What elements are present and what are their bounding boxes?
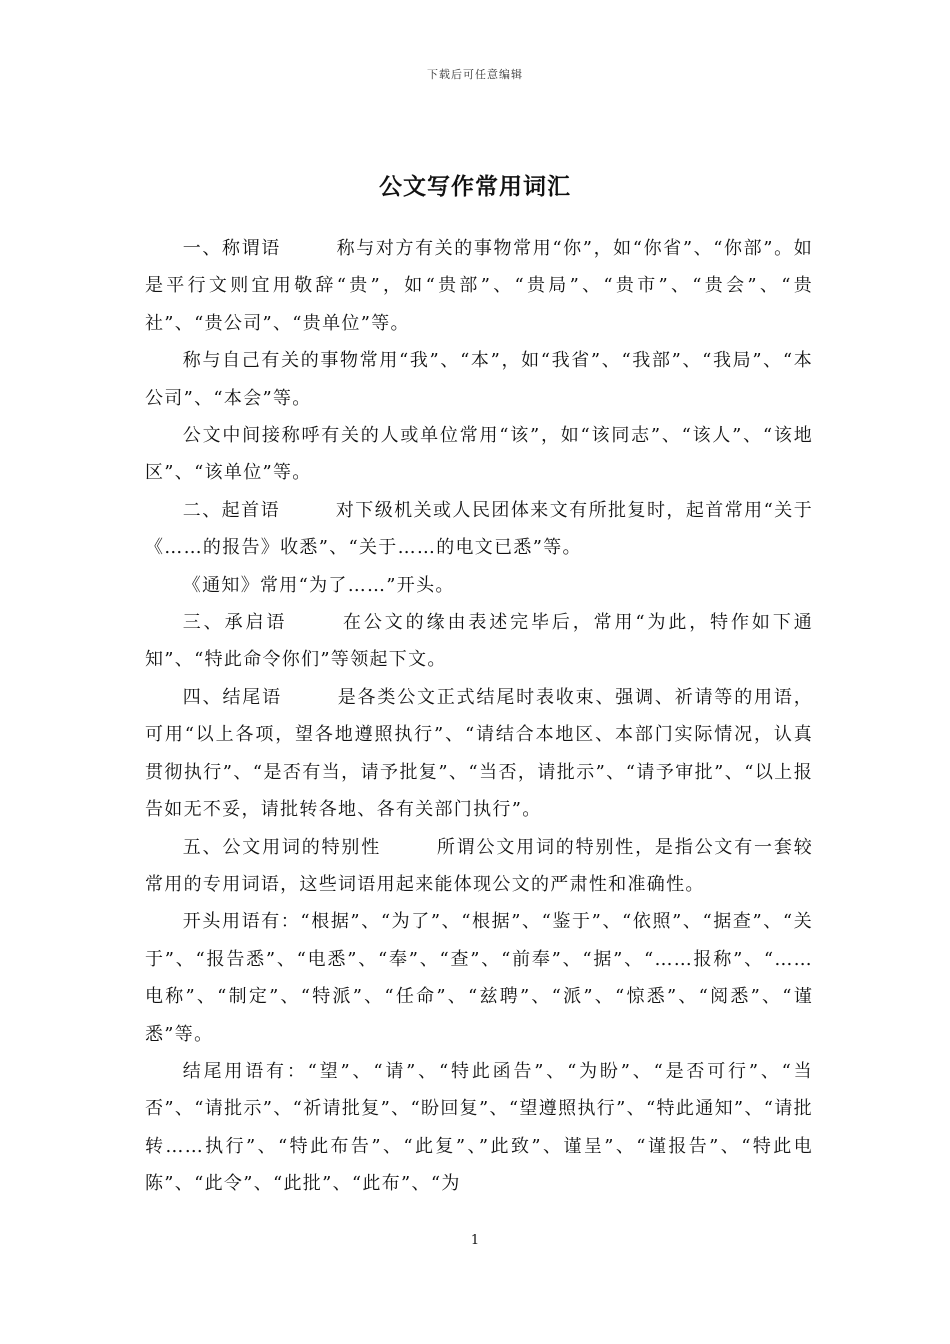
document-body <box>145 230 813 1203</box>
paragraph <box>145 903 813 1053</box>
paragraph <box>145 492 813 567</box>
section-heading: 五、公文用词的特别性 <box>182 836 382 858</box>
header-note: 下载后可任意编辑 <box>427 68 523 81</box>
section-heading: 四、结尾语 <box>182 686 282 708</box>
paragraph-text: 结尾用语有：“望”、“请”、“特此函告”、“为盼”、“是否可行”、“当否”、“请批示”、“祈请批复”、“盼回复”、“望遵照执行”、“特此通知”、“请批转……执行”、“特此布告”、“此复”、”此致”、谨呈”、“谨报告”、“特此电陈”、“此令”、“此批”、“此布”、“为 <box>145 1060 813 1195</box>
paragraph-text: 《通知》常用“为了……”开头。 <box>182 574 455 596</box>
section-heading: 三、承启语 <box>182 612 288 634</box>
paragraph <box>145 230 813 342</box>
paragraph <box>145 567 813 604</box>
paragraph-text: 开头用语有：“根据”、“为了”、“根据”、“鉴于”、“依照”、“据查”、“关于”、“报告悉”、“电悉”、“奉”、“查”、“前奉”、“据”、“……报称”、“……电称”、“制定”、“特派”、“任命”、“兹聘”、“派”、“惊悉”、“阅悉”、“谨悉”等。 <box>145 911 813 1045</box>
paragraph <box>145 342 813 417</box>
paragraph <box>145 604 813 679</box>
paragraph-text: 对下级机关或人民团体来文有所批复时，起首常用“关于《……的报告》收悉”、“关于……的电文已悉”等。 <box>145 499 814 559</box>
section-heading: 二、起首语 <box>182 499 281 521</box>
paragraph <box>145 1053 813 1203</box>
paragraph-text: 称与自己有关的事物常用“我”、“本”，如“我省”、“我部”、“我局”、“本公司”、“本会”等。 <box>145 350 813 409</box>
paragraph <box>145 679 813 829</box>
document-title: 公文写作常用词汇 <box>379 173 571 201</box>
paragraph <box>145 829 813 904</box>
paragraph-text: 在公文的缘由表述完毕后，常用“为此，特作如下通知”、“特此命令你们”等领起下文。 <box>145 612 814 671</box>
paragraph-text: 是各类公文正式结尾时表收束、强调、祈请等的用语，可用“以上各项，望各地遵照执行”、“请结合本地区、本部门实际情况，认真贯彻执行”、“是否有当，请予批复”、“当否，请批示”、“请予审批”、“以上报告如无不妥，请批转各地、各有关部门执行”。 <box>145 686 813 821</box>
page-number: 1 <box>470 1233 480 1248</box>
paragraph-text: 所谓公文用词的特别性，是指公文有一套较常用的专用词语，这些词语用起来能体现公文的严肃性和准确性。 <box>145 836 813 895</box>
paragraph <box>145 417 813 492</box>
section-heading: 一、称谓语 <box>182 238 281 259</box>
paragraph-text: 称与对方有关的事物常用“你”，如“你省”、“你部”。如是平行文则宜用敬辞“贵”，如“贵部”、“贵局”、“贵市”、“贵会”、“贵社”、“贵公司”、“贵单位”等。 <box>145 238 813 334</box>
paragraph-text: 公文中间接称呼有关的人或单位常用“该”，如“该同志”、“该人”、“该地区”、“该单位”等。 <box>145 425 813 484</box>
